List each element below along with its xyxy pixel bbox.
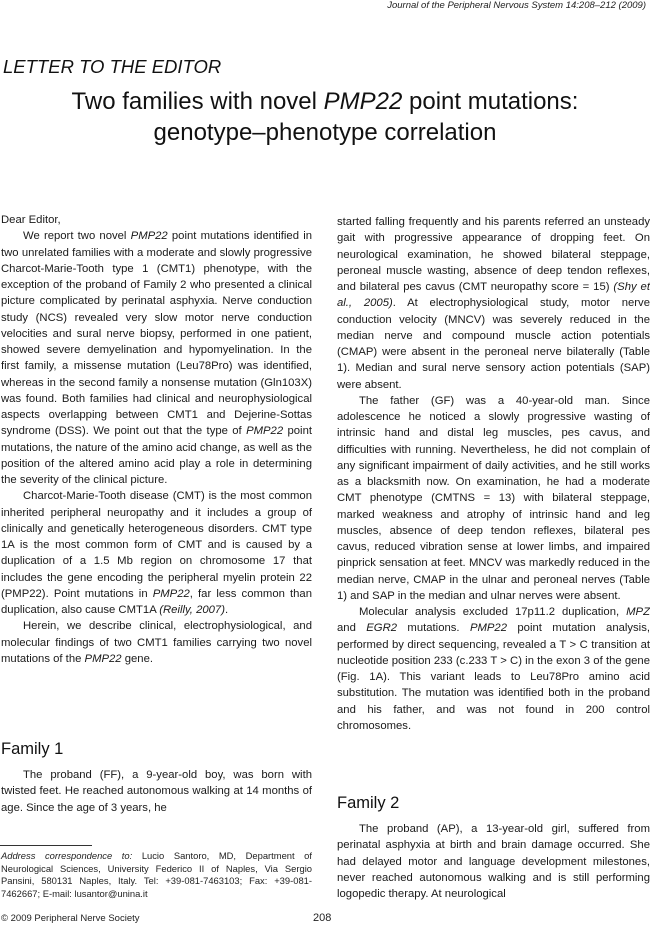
page-number: 208 [313,912,332,924]
footnote-text: Lucio Santoro, MD, Department of Neurological Sciences, University Federico II of Naples, Via Sergio Pansini, 580131 Naples, Italy. Tel: +39-081-7463103; Fax: +39-081-7462667; E-mail: lusantor@unina.it [1,850,313,899]
title-part1: Two families with novel [71,88,324,115]
paragraph-family2: The proband (AP), a 13-year-old girl, suffered from perinatal asphyxia at birth and brain damage occurred. She had delayed motor and language development milestones, never reached autonomous walking and is still performing logopedic therapy. At neurological [337,823,650,900]
paragraph-family1: The proband (FF), a 9-year-old boy, was born with twisted feet. He reached autonomous walking at 14 months of age. Since the age of 3 years, he [1,769,312,814]
gene-name: PMP22 [84,652,122,665]
gene-name: PMP22 [246,425,284,438]
paragraph-herein: Herein, we describe clinical, electrophysiological, and molecular findings of two CMT1 families carrying two novel mutations of the PMP22 gene. [1,620,312,665]
paragraph-family1-cont: started falling frequently and his parents referred an unsteady gait with progressive appearance of dropping feet. On neurological examination, he showed bilateral steppage, peroneal muscle wasting, absence of deep tendon reflexes, and bilateral pes cavus (CMT neuropathy score = 15) (Shy et al., 2005). At electrophysiological study, motor nerve conduction velocity (MNCV) was severely reduced in the median nerve and compound muscle action potentials (CMAP) were absent in the peroneal nerve bilaterally (Table 1). Median and sural nerve sensory action potentials (SAP) were absent. [337,216,650,391]
gene-name: PMP22 [469,622,507,635]
copyright: © 2009 Peripheral Nerve Society [1,913,140,924]
article-title [0,86,650,148]
right-column [337,214,650,734]
salutation: Dear Editor, [1,214,61,226]
citation: (Reilly, 2007) [159,604,225,616]
footnote-label: Address correspondence to: [1,850,133,861]
journal-header: Journal of the Peripheral Nervous System 14:208–212 (2009) [387,0,646,11]
paragraph-father: The father (GF) was a 40-year-old man. Since adolescence he noticed a slowly progressive wasting of intrinsic hand and distal leg muscles, pes cavus, and difficulties with running. Nevertheless, he did not complain of any significant impairment of daily activities, and he still works as a blacksmith now. On examination, he had a moderate CMT phenotype (CMTNS = 13) with bilateral steppage, marked weakness and atrophy of intrinsic hand and leg muscles, absence of deep tendon reflexes, bilateral pes cavus, reduced vibration sense at lower limbs, and impaired pinprick sensation at feet. MNCV was markedly reduced in the median nerve, CMAP in the ulnar and peroneal nerves (Table 1) and SAP in the median and ulnar nerves were absent. [337,394,650,602]
title-part2: point mutations: [402,88,579,115]
title-line2: genotype–phenotype correlation [153,119,497,146]
paragraph-intro: Charcot-Marie-Tooth disease (CMT) is the most common inherited peripheral neuropathy and it includes a group of clinically and genetically heterogeneous disorders. CMT type 1A is the most common form of CMT and is caused by a duplication of a 1.5 Mb region on chromosome 17 that includes the gene encoding the peripheral myelin protein 22 (PMP22). Point mutations in PMP22, far less common than duplication, also cause CMT1A (Reilly, 2007). [1,490,312,616]
gene-name: EGR2 [366,622,398,635]
paragraph-abstract: We report two novel PMP22 point mutations identified in two unrelated families with a moderate and slowly progressive Charcot-Marie-Tooth type 1 (CMT1) phenotype, with the exception of the proband of Family 2 who presented a clinical picture complicated by perinatal asphyxia. Nerve conduction study (NCS) revealed very slow motor nerve conduction velocities and sural nerve biopsy, performed in one patient, showed severe demyelination and hypomyelination. In the first family, a missense mutation (Leu78Pro) was identified, whereas in the second family a nonsense mutation (Gln103X) was found. Both families had clinical and neurophysiological aspects overlapping between CMT1 and Dejerine-Sottas syndrome (DSS). We point out that the type of PMP22 point mutations, the nature of the amino acid change, as well as the position of the altered amino acid play a role in determining the severity of the clinical picture. [1,230,312,486]
citation: (Shy et al., 2005) [337,281,650,310]
title-gene: PMP22 [323,88,403,115]
footnote-divider [0,845,92,846]
section-type: LETTER TO THE EDITOR [3,56,222,77]
gene-name: PMP22 [152,587,190,600]
left-column [1,212,312,667]
correspondence-footnote [1,850,312,900]
family2-heading: Family 2 [337,794,400,812]
gene-name: PMP22 [130,230,168,243]
family1-paragraph-container [1,767,312,816]
family1-heading: Family 1 [1,740,64,758]
family2-paragraph-container [337,821,650,902]
gene-name: MPZ [626,606,650,618]
paragraph-molecular: Molecular analysis excluded 17p11.2 duplication, MPZ and EGR2 mutations. PMP22 point mutation analysis, performed by direct sequencing, revealed a T > C transition at nucleotide position 233 (c.233 T > C) in the exon 3 of the gene (Fig. 1A). This variant leads to Leu78Pro amino acid substitution. The mutation was identified both in the proband and his father, and was not found in 200 control chromosomes. [337,606,650,732]
